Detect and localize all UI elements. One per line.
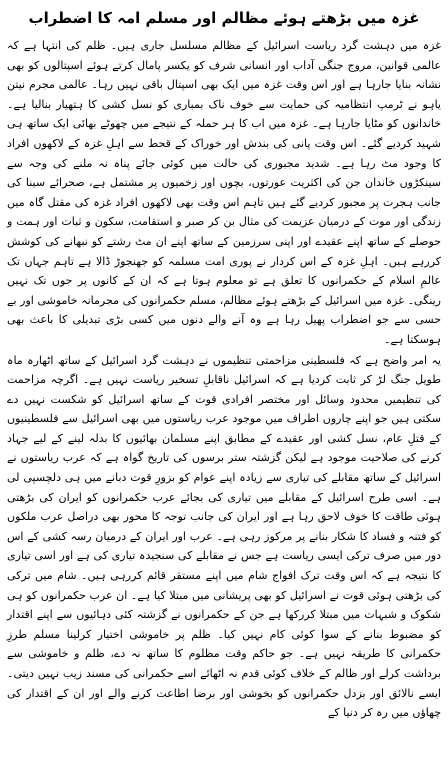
article-paragraph-1: غزہ میں دہشت گرد ریاست اسرائیل کے مظالم مسلسل جاری ہیں۔ ظلم کی انتہا ہے کہ عالمی قوانین، مروج جنگی آداب اور انسانی شرف کو یکسر پامال کرتے ہوئے اسپتالوں کو بھی نشانہ بنایا جارہا ہے اور اس وقت غزہ میں ایک بھی اسپتال باقی نہیں رہا۔ عالمی مجرم نیتن یاہو نے ٹرمپ انتظامیہ کی حمایت سے خوف ناک بمباری کو نسل کشی کا ہتھیار بنالیا ہے۔ خاندانوں کو مٹایا جارہا ہے۔ غزہ میں اب کا ہر حملہ کے نتیجے میں چھوٹے بھائی ایک ساتھ ہی شہید کردیے گئے۔ اس وقت پانی کی بندش اور خوراک کے قحط سے اہلِ غزہ کے لاکھوں افراد کا وجود مٹ رہا ہے۔ شدید مجبوری کی حالت میں کوئی جائے پناہ نہ ملنے کی وجہ سے سینکڑوں خاندان جن کی اکثریت عورتوں، بچوں اور زخمیوں پر مشتمل ہے، صحرائے سینا کی جانب ہجرت پر مجبور کردیے گئے ہیں تاہم اس وقت بھی لاکھوں افراد غزہ کی مقتل گاہ میں زندگی اور موت کے درمیان عزیمت کی مثال بن کر صبر و استقامت، سکون و ثبات اور ہمت و حوصلے کے ساتھ اپنے عقیدے اور اپنی سرزمین کے ساتھ اپنے ان مٹ رشتے کو نبھانے کی کوشش کررہے ہیں۔ اہلِ غزہ کے اس کردار نے پوری امت مسلمہ کو جھنجوڑ ڈالا ہے تاہم جہاں تک عالمِ اسلام کے حکمرانوں کا تعلق ہے تو معلوم ہوتا ہے کہ ان کے کانوں پر جوں تک نہیں رینگی۔ غزہ میں اسرائیل کے بڑھتے ہوئے مظالم، مسلم حکمرانوں کی مجرمانہ خاموشی اور بے حسی سے جو اضطراب پھیل رہا ہے وہ آنے والے دنوں میں کسی بڑی تبدیلی کا باعث بھی ہوسکتا ہے۔ [7,39,441,346]
article-title: غزہ میں بڑھتے ہوئے مظالم اور مسلم امہ کا اضطراب [28,9,420,27]
article-body [7,36,441,723]
article-paragraph-2: یہ امر واضح ہے کہ فلسطینی مزاحمتی تنظیموں نے دہشت گرد اسرائیل کے ساتھ اٹھارہ ماہ طویل جنگ لڑ کر ثابت کردیا ہے کہ اسرائیل ناقابلِ تسخیر ریاست نہیں ہے۔ اگرچہ مزاحمت کی تنظیمیں محدود وسائل اور مختصر افرادی قوت کے ساتھ اسرائیل کو شکست نہیں دے سکتی ہیں جو اپنے چاروں اطراف میں موجود عرب ریاستوں میں بھی اسرائیل سے فلسطینیوں کے قتلِ عام، نسل کشی اور عقیدے کے مطابق اپنے مسلمان بھائیوں کا بدلہ لینے کے لیے جہاد کرنے کی صلاحیت موجود ہے لیکن گزشتہ ستر برسوں کی تاریخ گواہ ہے کہ عرب ریاستوں نے اسرائیل کے ساتھ مقابلے کی تیاری سے زیادہ اپنے عوام کو بزورِ قوت دبانے میں ہی دلچسپی لی ہے۔ اسی طرح اسرائیل کے مقابلے میں تیاری کی بجائے عرب حکمرانوں کو ایران کی بڑھتی ہوئی طاقت کا خوف لاحق رہا ہے اور ایران کی جانب توجہ کا محور بھی دراصل عرب ملکوں کو فتنہ و فساد کا شکار بنانے پر مرکوز رہی ہے۔ عرب اور ایران کے درمیان رسہ کشی کے اس دور میں صرف ترکی ایسی ریاست ہے جس نے مقابلے کی سنجیدہ تیاری کی ہے اور اسی تیاری کا نتیجہ ہے کہ اس وقت ترک افواج شام میں اپنے مستقر قائم کررہی ہیں۔ شام میں ترکی کی بڑھتی ہوئی قوت نے اسرائیل کو بھی پریشانی میں مبتلا کیا ہے۔ ان عرب حکمرانوں کو ہی شکوک و شبہات میں مبتلا کررکھا ہے جن کے حکمرانوں نے گزشتہ کئی دہائیوں سے اپنے اقتدار کو مضبوط بنانے کے سوا کوئی کام نہیں کیا۔ ظلم پر خاموشی اختیار کرلینا مسلم طرزِ حکمرانی کا طریقہ نہیں ہے۔ جو حاکم وقت مظلوم کا ساتھ نہ دے، ظلم و خاموشی سے برداشت کرلے اور ظالم کے خلاف کوئی قدم نہ اٹھائے اسے حکمرانی کی مسند زیب نہیں دیتی۔ ایسے نالائق اور بزدل حکمرانوں کو بخوشی اور برضا اطاعت کرنے والے اور ان کے اقتدار کی چھاؤں میں رہ کر دنیا کے [7,353,441,720]
